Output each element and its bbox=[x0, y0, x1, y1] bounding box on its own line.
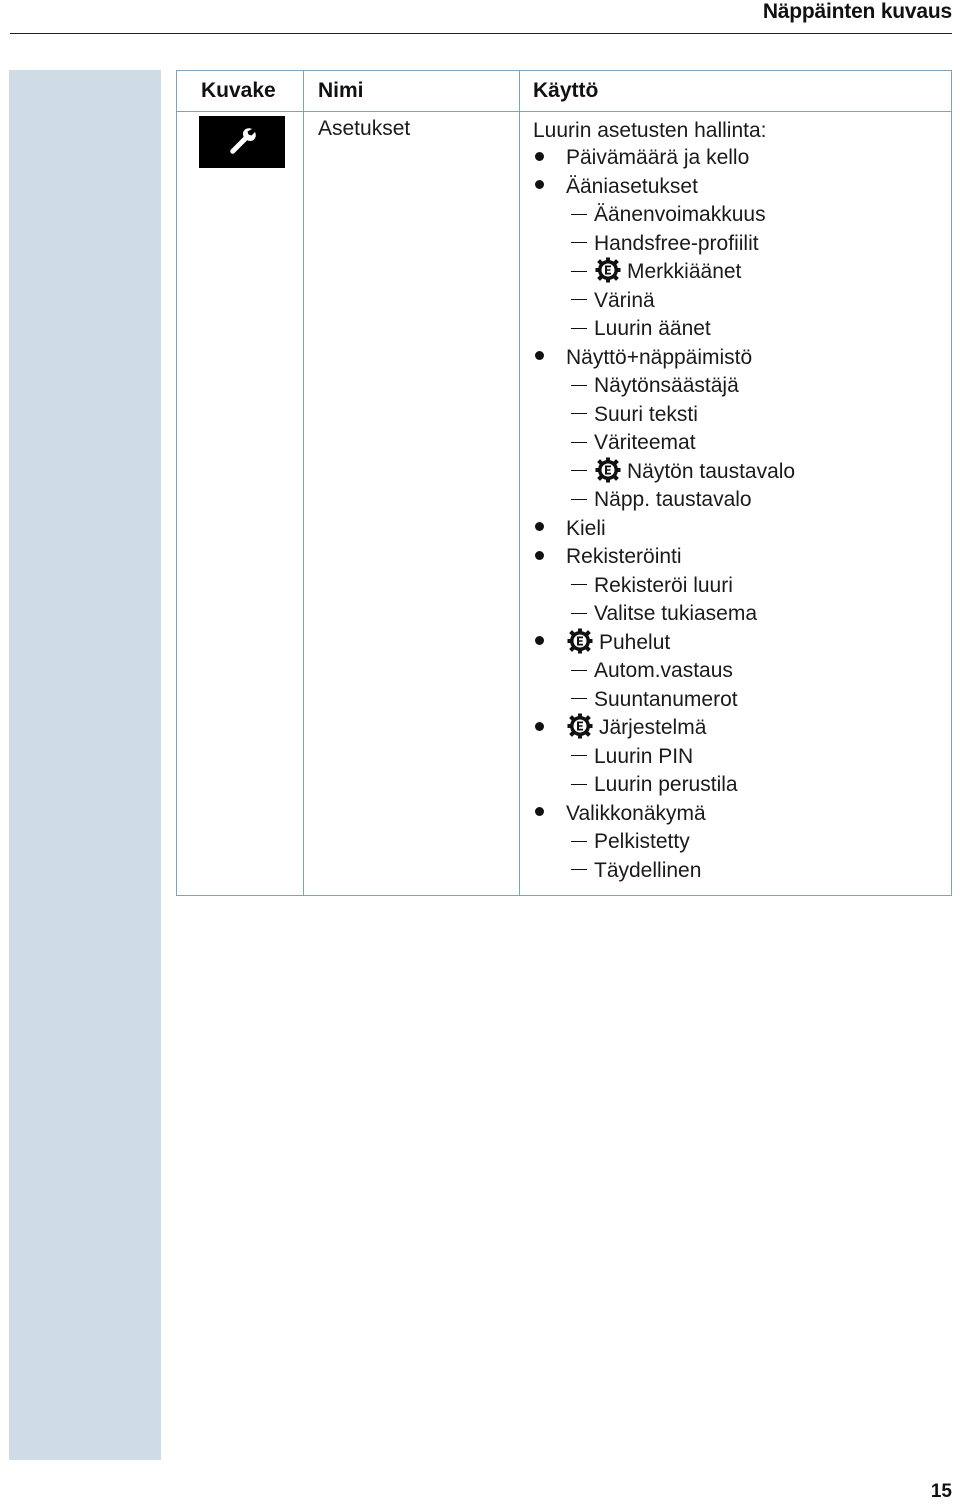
list-item bbox=[533, 173, 951, 202]
table-row bbox=[177, 112, 952, 896]
key-description-table bbox=[176, 70, 952, 896]
list-item bbox=[533, 543, 951, 572]
list-item-label: Väriteemat bbox=[594, 431, 696, 454]
list-item-label: Valikkonäkymä bbox=[566, 801, 706, 825]
list-item bbox=[533, 429, 951, 458]
dash-marker bbox=[571, 499, 587, 500]
list-item bbox=[533, 828, 951, 857]
page-number: 15 bbox=[930, 1481, 952, 1502]
dash-marker bbox=[571, 841, 587, 842]
list-item bbox=[533, 714, 951, 743]
column-header-usage: Käyttö bbox=[520, 71, 952, 112]
list-item bbox=[533, 315, 951, 344]
list-item bbox=[533, 629, 951, 658]
table-header-row bbox=[177, 71, 952, 112]
dash-marker bbox=[571, 299, 587, 300]
list-item-label: Suuri teksti bbox=[594, 402, 698, 426]
bullet-marker bbox=[535, 551, 544, 560]
list-item-label: Näytön taustavalo bbox=[627, 459, 796, 483]
icon-cell bbox=[177, 112, 304, 896]
dash-marker bbox=[571, 214, 587, 215]
extended-feature-icon bbox=[566, 628, 594, 654]
list-item-label: Rekisteröi luuri bbox=[594, 573, 733, 597]
list-item bbox=[533, 686, 951, 715]
usage-cell bbox=[520, 112, 952, 896]
bullet-marker bbox=[535, 722, 544, 731]
list-item bbox=[533, 771, 951, 800]
dash-marker bbox=[571, 755, 587, 756]
bullet-marker bbox=[535, 807, 544, 816]
list-item-label: Täydellinen bbox=[594, 858, 702, 882]
list-item-label: Luurin perustila bbox=[594, 773, 738, 796]
list-item bbox=[533, 857, 951, 886]
list-item-label: Näyttö+näppäimistö bbox=[566, 345, 753, 369]
list-item bbox=[533, 657, 951, 686]
list-item-label: Rekisteröinti bbox=[566, 545, 682, 568]
list-item bbox=[533, 344, 951, 373]
dash-marker bbox=[571, 670, 587, 671]
list-item-label: Valitse tukiasema bbox=[594, 602, 758, 625]
extended-feature-icon bbox=[566, 713, 594, 739]
list-item-label: Näpp. taustavalo bbox=[594, 488, 752, 511]
bullet-marker bbox=[535, 522, 544, 531]
list-item-label: Kieli bbox=[566, 516, 606, 540]
extended-feature-icon bbox=[594, 457, 622, 483]
list-item-label: Handsfree-profiilit bbox=[594, 231, 759, 255]
dash-marker bbox=[571, 470, 587, 471]
list-item-label: Luurin äänet bbox=[594, 317, 711, 340]
list-item-label: Järjestelmä bbox=[599, 716, 707, 739]
list-item bbox=[533, 515, 951, 544]
dash-marker bbox=[571, 242, 587, 243]
side-margin-band bbox=[9, 70, 161, 1460]
list-item bbox=[533, 287, 951, 316]
list-item-label: Ääniasetukset bbox=[566, 174, 698, 198]
list-item bbox=[533, 600, 951, 629]
dash-marker bbox=[571, 385, 587, 386]
list-item-label: Autom.vastaus bbox=[594, 659, 733, 682]
dash-marker bbox=[571, 584, 587, 585]
list-item-label: Puhelut bbox=[599, 630, 671, 654]
list-item bbox=[533, 458, 951, 487]
dash-marker bbox=[571, 413, 587, 414]
list-item bbox=[533, 258, 951, 287]
list-item bbox=[533, 401, 951, 430]
list-item-label: Luurin PIN bbox=[594, 744, 694, 768]
dash-marker bbox=[571, 784, 587, 785]
header-divider bbox=[10, 33, 952, 34]
list-item bbox=[533, 372, 951, 401]
usage-intro: Luurin asetusten hallinta: bbox=[533, 119, 767, 142]
list-item-label: Äänenvoimakkuus bbox=[594, 203, 766, 226]
bullet-marker bbox=[535, 636, 544, 645]
usage-list bbox=[533, 144, 951, 885]
list-item bbox=[533, 800, 951, 829]
bullet-marker bbox=[535, 180, 544, 189]
wrench-icon bbox=[199, 116, 285, 168]
name-cell: Asetukset bbox=[304, 112, 520, 896]
list-item-label: Merkkiäänet bbox=[627, 260, 742, 283]
dash-marker bbox=[571, 698, 587, 699]
dash-marker bbox=[571, 442, 587, 443]
list-item bbox=[533, 572, 951, 601]
extended-feature-icon bbox=[594, 257, 622, 283]
list-item bbox=[533, 230, 951, 259]
dash-marker bbox=[571, 613, 587, 614]
dash-marker bbox=[571, 271, 587, 272]
list-item bbox=[533, 201, 951, 230]
list-item-label: Suuntanumerot bbox=[594, 687, 738, 711]
column-header-icon: Kuvake bbox=[177, 71, 304, 112]
dash-marker bbox=[571, 869, 587, 870]
column-header-name: Nimi bbox=[304, 71, 520, 112]
list-item-label: Päivämäärä ja kello bbox=[566, 146, 750, 169]
bullet-marker bbox=[535, 351, 544, 360]
list-item-label: Pelkistetty bbox=[594, 830, 690, 853]
page-header-title: Näppäinten kuvaus bbox=[762, 0, 952, 23]
list-item bbox=[533, 144, 951, 173]
bullet-marker bbox=[535, 152, 544, 161]
list-item-label: Näytönsäästäjä bbox=[594, 374, 739, 397]
dash-marker bbox=[571, 328, 587, 329]
list-item bbox=[533, 486, 951, 515]
list-item bbox=[533, 743, 951, 772]
list-item-label: Värinä bbox=[594, 288, 655, 312]
